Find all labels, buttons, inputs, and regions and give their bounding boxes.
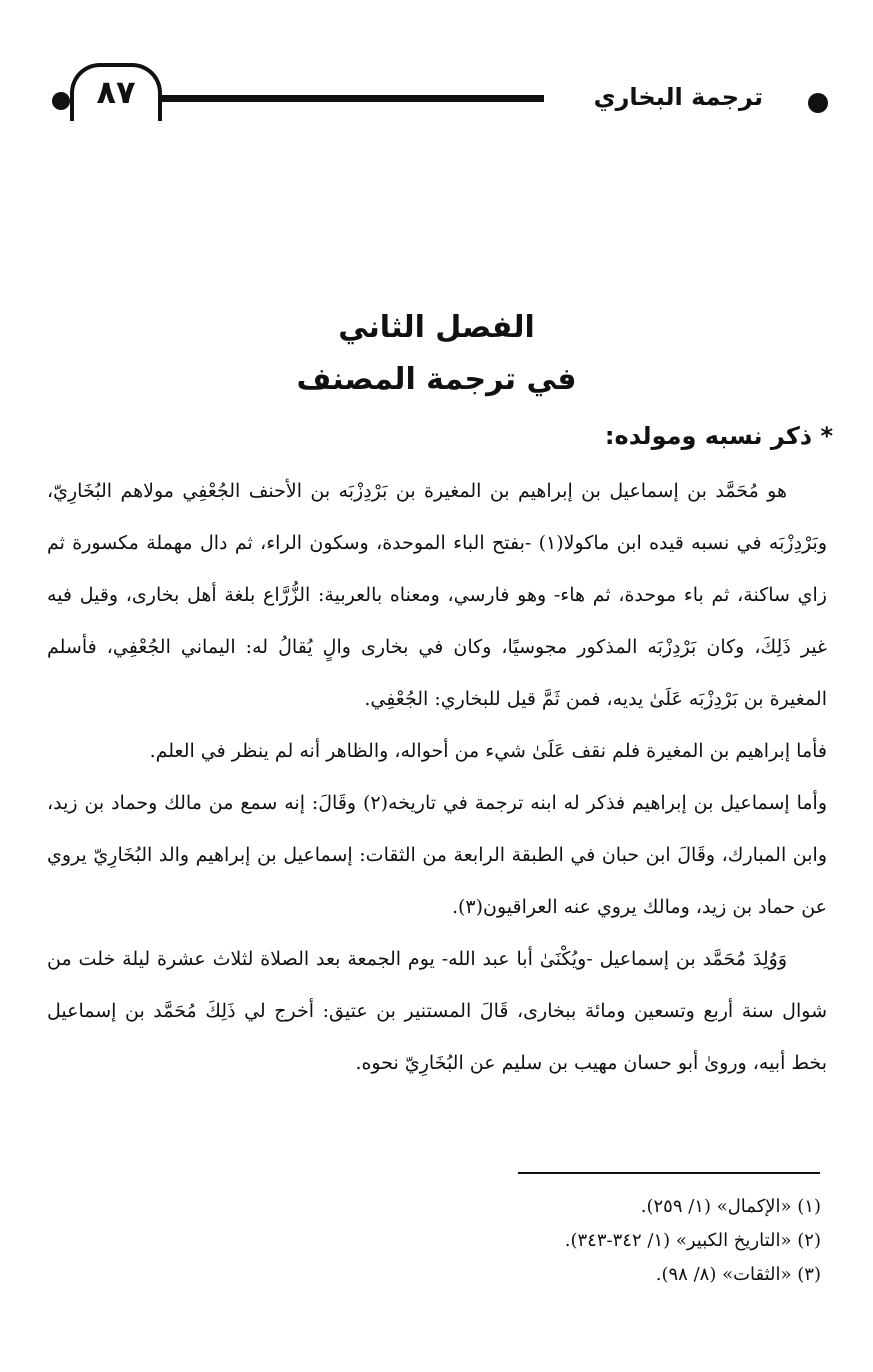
chapter-heading (0, 305, 873, 403)
paragraph: وَوُلِدَ مُحَمَّد بن إسماعيل -ويُكْنَىٰ أبا عبد الله- يوم الجمعة بعد الصلاة لثلاث عشرة ليلة خلت من شوال سنة أربع وتسعين ومائة ببخارى، قَالَ المستنير بن عتيق: أخرج لي ذَلِكَ مُحَمَّد بن إسماعيل بخط أبيه، وروىٰ أبو حسان مهيب بن سليم عن البُخَارِيّ نحوه. (47, 948, 827, 1074)
ornament-dot-left (52, 92, 70, 110)
chapter-subtitle: في ترجمة المصنف (296, 362, 577, 397)
paragraph: هو مُحَمَّد بن إسماعيل بن إبراهيم بن المغيرة بن بَرْدِزْبَه بن الأحنف الجُعْفِي مولاهم البُخَارِيّ، وبَرْدِزْبَه في نسبه قيده ابن ماكولا(١) -بفتح الباء الموحدة، وسكون الراء، ثم دال مهملة مكسورة ثم زاي ساكنة، ثم باء موحدة، ثم هاء- وهو فارسي، ومعناه بالعربية: الزُّرَّاع بلغة أهل بخارى، وقيل فيه غير ذَلِكَ، وكان بَرْدِزْبَه المذكور مجوسيًا، وكان في بخارى والٍ يُقالُ له: اليماني الجُعْفِي، فأسلم المغيرة بن بَرْدِزْبَه عَلَىٰ يديه، فمن ثَمَّ قيل للبخاري: الجُعْفِي. (47, 480, 827, 710)
paragraph: وأما إسماعيل بن إبراهيم فذكر له ابنه ترجمة في تاريخه(٢) وقَالَ: إنه سمع من مالك وحماد بن زيد، وابن المبارك، وقَالَ ابن حبان في الطبقة الرابعة من الثقات: إسماعيل بن إبراهيم والد البُخَارِيّ يروي عن حماد بن زيد، ومالك يروي عنه العراقيون(٣). (47, 792, 828, 918)
ornament-dot-right (808, 93, 828, 113)
page-number: ٨٧ (96, 73, 136, 111)
running-title: ترجمة البخاري (593, 83, 763, 111)
header-rule (160, 95, 544, 102)
footnote: (١) «الإكمال» (١/ ٢٥٩). (640, 1196, 821, 1217)
footnote-rule (518, 1172, 820, 1174)
paragraph: فأما إبراهيم بن المغيرة فلم نقف عَلَىٰ شيء من أحواله، والظاهر أنه لم ينظر في العلم. (149, 740, 827, 762)
chapter-title: الفصل الثاني (338, 310, 535, 345)
section-heading: * ذكر نسبه ومولده: (604, 422, 833, 450)
footnote: (٢) «التاريخ الكبير» (١/ ٣٤٢-٣٤٣). (564, 1230, 821, 1251)
body-text (47, 465, 827, 1089)
footnotes (61, 1190, 821, 1292)
page-header (0, 55, 873, 155)
footnote: (٣) «الثقات» (٨/ ٩٨). (655, 1264, 821, 1285)
